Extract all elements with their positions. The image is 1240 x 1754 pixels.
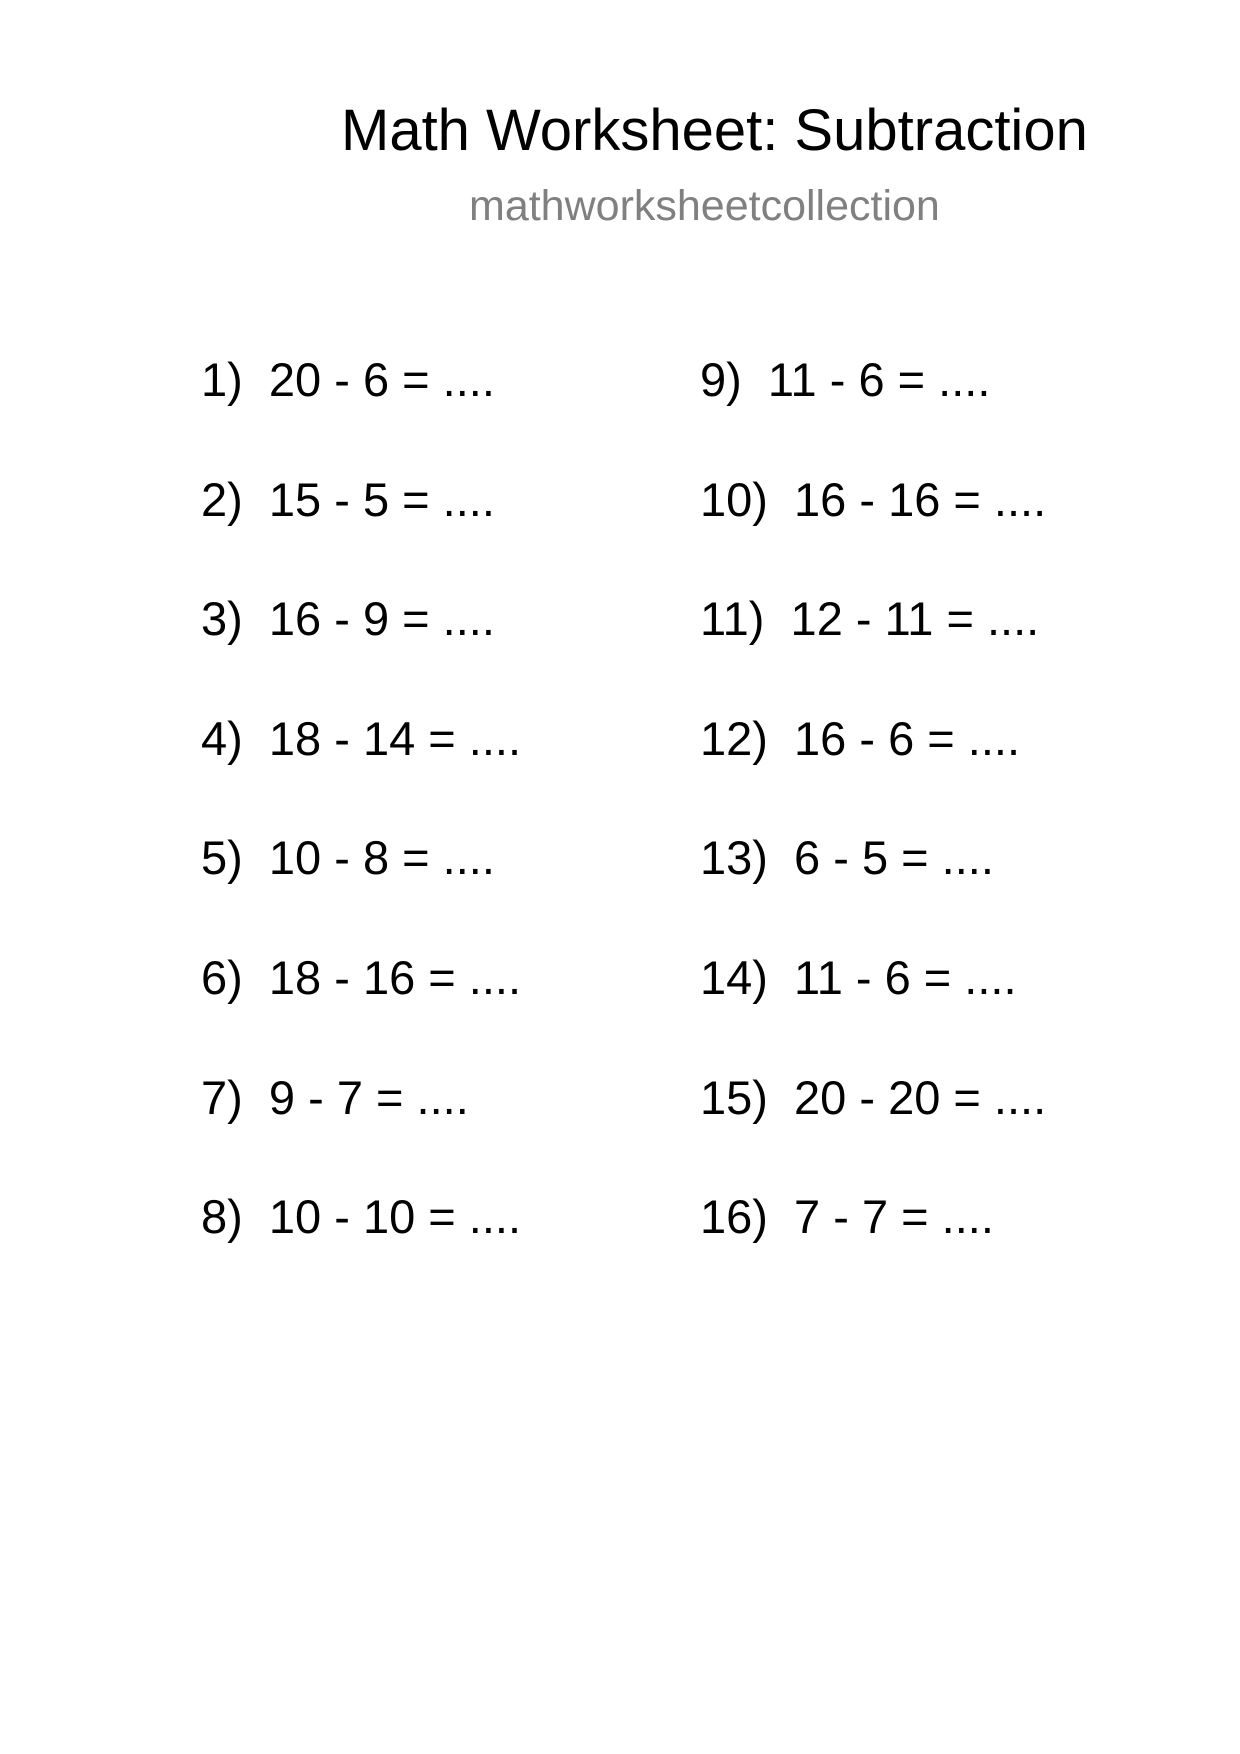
problem: 6) 18 - 16 = .... (201, 950, 522, 1004)
problem: 12) 16 - 6 = .... (700, 711, 1021, 765)
problem: 1) 20 - 6 = .... (201, 353, 495, 406)
problem: 13) 6 - 5 = .... (700, 831, 994, 885)
problem: 15) 20 - 20 = .... (700, 1070, 1047, 1124)
problem: 4) 18 - 14 = .... (201, 711, 522, 765)
worksheet-subtitle: mathworksheetcollection (469, 182, 940, 230)
problem: 5) 10 - 8 = .... (201, 831, 495, 885)
problem: 8) 10 - 10 = .... (201, 1190, 522, 1244)
problem: 11) 12 - 11 = .... (700, 592, 1040, 646)
problems-column-right (700, 352, 1046, 1309)
problem: 3) 16 - 9 = .... (201, 592, 495, 646)
problem: 16) 7 - 7 = .... (700, 1190, 994, 1244)
problem: 7) 9 - 7 = .... (201, 1070, 469, 1124)
worksheet-title: Math Worksheet: Subtraction (341, 98, 1088, 163)
problem: 9) 11 - 6 = .... (700, 353, 991, 406)
problems-column-left (201, 352, 521, 1309)
problem: 2) 15 - 5 = .... (201, 472, 495, 526)
problem: 10) 16 - 16 = .... (700, 472, 1047, 526)
problem: 14) 11 - 6 = .... (700, 950, 1017, 1004)
